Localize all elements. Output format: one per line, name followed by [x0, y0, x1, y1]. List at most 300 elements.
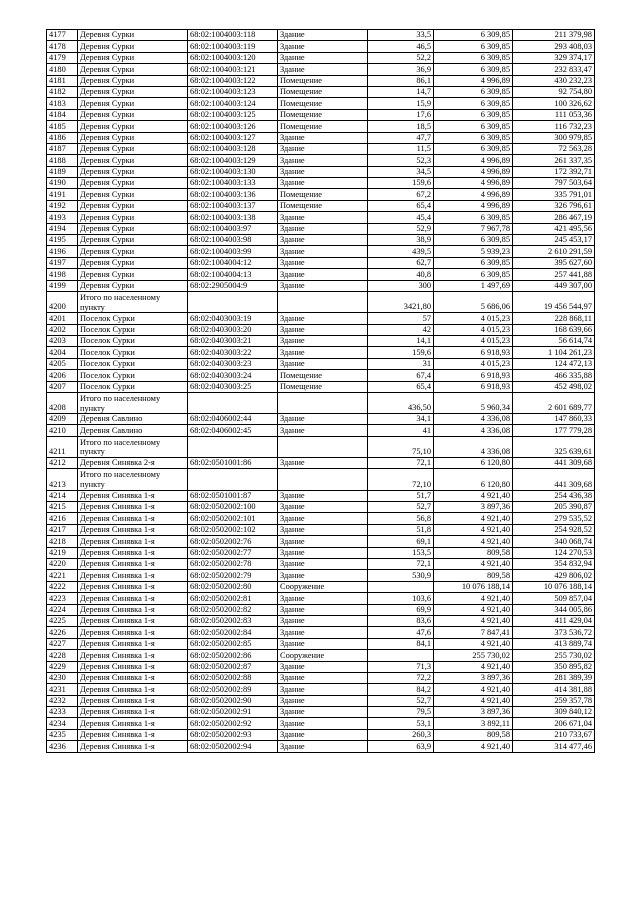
row-number-cell: 4188	[47, 155, 78, 166]
area-cell: 530,9	[368, 570, 434, 581]
area-cell: 69,9	[368, 604, 434, 615]
settlement-cell: Деревня Сурки	[78, 235, 188, 246]
cadastral-number-cell: 68:02:1004003:97	[188, 223, 278, 234]
cadastral-number-cell: 68:02:1004004:13	[188, 269, 278, 280]
cadastral-value-cell: 340 068,74	[513, 536, 595, 547]
row-number-cell: 4199	[47, 280, 78, 291]
area-cell: 42	[368, 324, 434, 335]
object-type-cell: Здание	[278, 324, 368, 335]
table-row	[47, 358, 595, 369]
cadastral-value-cell: 354 832,94	[513, 558, 595, 569]
table-row	[47, 392, 595, 413]
table-row	[47, 200, 595, 211]
object-type-cell: Помещение	[278, 86, 368, 97]
area-cell: 11,5	[368, 143, 434, 154]
cadastral-value-cell: 56 614,74	[513, 335, 595, 346]
cadastral-value-cell: 72 563,28	[513, 143, 595, 154]
settlement-cell: Деревня Сурки	[78, 257, 188, 268]
unit-value-cell: 4 921,40	[434, 536, 513, 547]
settlement-cell: Деревня Синявка 1-я	[78, 638, 188, 649]
settlement-cell: Деревня Сурки	[78, 98, 188, 109]
area-cell: 34,5	[368, 166, 434, 177]
object-type-cell: Здание	[278, 30, 368, 41]
settlement-cell: Итого по населенному пункту	[78, 392, 188, 413]
object-type-cell: Здание	[278, 269, 368, 280]
cadastral-number-cell: 68:02:0501001:87	[188, 490, 278, 501]
area-cell: 84,1	[368, 638, 434, 649]
row-number-cell: 4207	[47, 381, 78, 392]
object-type-cell	[278, 392, 368, 413]
settlement-cell: Поселок Сурки	[78, 370, 188, 381]
cadastral-number-cell: 68:02:1004003:98	[188, 235, 278, 246]
unit-value-cell: 5 686,06	[434, 291, 513, 312]
table-row	[47, 502, 595, 513]
settlement-cell: Деревня Синявка 1-я	[78, 661, 188, 672]
cadastral-value-cell: 232 833,47	[513, 64, 595, 75]
cadastral-value-cell: 411 429,04	[513, 615, 595, 626]
row-number-cell: 4234	[47, 718, 78, 729]
table-row	[47, 547, 595, 558]
settlement-cell: Деревня Синявка 1-я	[78, 729, 188, 740]
unit-value-cell: 6 309,85	[434, 269, 513, 280]
row-number-cell: 4212	[47, 458, 78, 469]
settlement-cell: Деревня Сурки	[78, 41, 188, 52]
object-type-cell: Здание	[278, 458, 368, 469]
unit-value-cell: 4 921,40	[434, 490, 513, 501]
area-cell: 67,4	[368, 370, 434, 381]
row-number-cell: 4216	[47, 513, 78, 524]
unit-value-cell: 6 309,85	[434, 212, 513, 223]
unit-value-cell: 6 918,93	[434, 347, 513, 358]
settlement-cell: Деревня Сурки	[78, 166, 188, 177]
object-type-cell: Здание	[278, 513, 368, 524]
area-cell: 47,6	[368, 627, 434, 638]
settlement-cell: Поселок Сурки	[78, 381, 188, 392]
object-type-cell: Помещение	[278, 370, 368, 381]
table-row	[47, 695, 595, 706]
table-row	[47, 166, 595, 177]
object-type-cell: Помещение	[278, 200, 368, 211]
cadastral-value-cell: 414 381,88	[513, 684, 595, 695]
cadastral-number-cell: 68:02:0502002:90	[188, 695, 278, 706]
settlement-cell: Деревня Сурки	[78, 178, 188, 189]
area-cell: 300	[368, 280, 434, 291]
object-type-cell: Здание	[278, 166, 368, 177]
row-number-cell: 4210	[47, 425, 78, 436]
row-number-cell: 4232	[47, 695, 78, 706]
settlement-cell: Деревня Сурки	[78, 212, 188, 223]
area-cell: 38,9	[368, 235, 434, 246]
unit-value-cell: 4 015,23	[434, 324, 513, 335]
area-cell: 46,5	[368, 41, 434, 52]
table-row	[47, 381, 595, 392]
object-type-cell: Здание	[278, 64, 368, 75]
cadastral-number-cell: 68:02:1004003:123	[188, 86, 278, 97]
area-cell: 33,5	[368, 30, 434, 41]
settlement-cell: Поселок Сурки	[78, 335, 188, 346]
object-type-cell: Здание	[278, 178, 368, 189]
table-row	[47, 280, 595, 291]
cadastral-value-table	[46, 29, 595, 753]
settlement-cell: Деревня Сурки	[78, 269, 188, 280]
object-type-cell: Здание	[278, 143, 368, 154]
cadastral-value-cell: 335 791,01	[513, 189, 595, 200]
object-type-cell: Здание	[278, 524, 368, 535]
cadastral-value-cell: 245 453,17	[513, 235, 595, 246]
table-row	[47, 313, 595, 324]
table-row	[47, 41, 595, 52]
table-row	[47, 246, 595, 257]
area-cell: 153,5	[368, 547, 434, 558]
table-row	[47, 436, 595, 457]
unit-value-cell: 4 921,40	[434, 593, 513, 604]
row-number-cell: 4209	[47, 414, 78, 425]
cadastral-number-cell	[188, 436, 278, 457]
unit-value-cell: 6 309,85	[434, 86, 513, 97]
area-cell: 84,2	[368, 684, 434, 695]
table-row	[47, 269, 595, 280]
cadastral-value-cell: 452 498,02	[513, 381, 595, 392]
table-row	[47, 291, 595, 312]
row-number-cell: 4193	[47, 212, 78, 223]
cadastral-value-cell: 300 979,85	[513, 132, 595, 143]
unit-value-cell: 4 996,89	[434, 155, 513, 166]
cadastral-number-cell: 68:02:0406002:45	[188, 425, 278, 436]
cadastral-number-cell: 68:02:1004003:130	[188, 166, 278, 177]
row-number-cell: 4211	[47, 436, 78, 457]
cadastral-number-cell: 68:02:0502002:91	[188, 707, 278, 718]
table-row	[47, 75, 595, 86]
row-number-cell: 4226	[47, 627, 78, 638]
row-number-cell: 4236	[47, 741, 78, 752]
object-type-cell: Здание	[278, 347, 368, 358]
unit-value-cell: 255 730,02	[434, 650, 513, 661]
row-number-cell: 4230	[47, 672, 78, 683]
cadastral-value-cell: 466 335,88	[513, 370, 595, 381]
row-number-cell: 4186	[47, 132, 78, 143]
cadastral-number-cell: 68:02:1004003:127	[188, 132, 278, 143]
cadastral-number-cell: 68:02:1004003:133	[188, 178, 278, 189]
table-row	[47, 121, 595, 132]
row-number-cell: 4227	[47, 638, 78, 649]
object-type-cell: Здание	[278, 235, 368, 246]
unit-value-cell: 4 015,23	[434, 313, 513, 324]
row-number-cell: 4177	[47, 30, 78, 41]
unit-value-cell: 4 996,89	[434, 166, 513, 177]
settlement-cell: Деревня Синявка 1-я	[78, 524, 188, 535]
cadastral-number-cell: 68:02:1004003:120	[188, 52, 278, 63]
object-type-cell: Здание	[278, 729, 368, 740]
row-number-cell: 4181	[47, 75, 78, 86]
unit-value-cell: 6 309,85	[434, 30, 513, 41]
settlement-cell: Деревня Сурки	[78, 280, 188, 291]
cadastral-value-cell: 100 326,62	[513, 98, 595, 109]
cadastral-number-cell: 68:02:0502002:88	[188, 672, 278, 683]
area-cell: 159,6	[368, 178, 434, 189]
settlement-cell: Деревня Синявка 1-я	[78, 615, 188, 626]
table-row	[47, 672, 595, 683]
unit-value-cell: 4 996,89	[434, 178, 513, 189]
object-type-cell: Здание	[278, 414, 368, 425]
table-row	[47, 729, 595, 740]
object-type-cell: Здание	[278, 358, 368, 369]
cadastral-number-cell: 68:02:0502002:79	[188, 570, 278, 581]
cadastral-value-cell: 309 840,12	[513, 707, 595, 718]
cadastral-value-cell: 172 392,71	[513, 166, 595, 177]
object-type-cell: Здание	[278, 280, 368, 291]
table-row	[47, 98, 595, 109]
cadastral-number-cell: 68:02:0403003:21	[188, 335, 278, 346]
row-number-cell: 4192	[47, 200, 78, 211]
cadastral-value-cell: 421 495,56	[513, 223, 595, 234]
table-row	[47, 155, 595, 166]
row-number-cell: 4182	[47, 86, 78, 97]
row-number-cell: 4201	[47, 313, 78, 324]
area-cell: 52,2	[368, 52, 434, 63]
unit-value-cell: 4 015,23	[434, 358, 513, 369]
settlement-cell: Деревня Синявка 1-я	[78, 718, 188, 729]
cadastral-number-cell: 68:02:1004003:128	[188, 143, 278, 154]
settlement-cell: Деревня Сурки	[78, 109, 188, 120]
cadastral-number-cell: 68:02:1004003:129	[188, 155, 278, 166]
cadastral-number-cell: 68:02:0403003:24	[188, 370, 278, 381]
row-number-cell: 4229	[47, 661, 78, 672]
row-number-cell: 4191	[47, 189, 78, 200]
cadastral-number-cell	[188, 469, 278, 490]
area-cell: 53,1	[368, 718, 434, 729]
cadastral-value-cell: 344 005,86	[513, 604, 595, 615]
row-number-cell: 4195	[47, 235, 78, 246]
area-cell: 86,1	[368, 75, 434, 86]
cadastral-number-cell: 68:02:0403003:22	[188, 347, 278, 358]
unit-value-cell: 7 847,41	[434, 627, 513, 638]
settlement-cell: Деревня Сурки	[78, 246, 188, 257]
cadastral-value-cell: 325 639,61	[513, 436, 595, 457]
area-cell: 75,10	[368, 436, 434, 457]
cadastral-value-cell: 441 309,68	[513, 469, 595, 490]
area-cell: 79,5	[368, 707, 434, 718]
cadastral-value-cell: 2 601 689,77	[513, 392, 595, 413]
unit-value-cell: 4 996,89	[434, 200, 513, 211]
cadastral-value-cell: 429 806,02	[513, 570, 595, 581]
cadastral-number-cell: 68:02:0502002:86	[188, 650, 278, 661]
area-cell: 52,7	[368, 502, 434, 513]
object-type-cell: Помещение	[278, 121, 368, 132]
area-cell: 3421,80	[368, 291, 434, 312]
object-type-cell	[278, 469, 368, 490]
cadastral-number-cell: 68:02:1004003:124	[188, 98, 278, 109]
settlement-cell: Деревня Сурки	[78, 64, 188, 75]
unit-value-cell: 3 897,36	[434, 502, 513, 513]
object-type-cell: Помещение	[278, 98, 368, 109]
row-number-cell: 4190	[47, 178, 78, 189]
object-type-cell: Здание	[278, 41, 368, 52]
cadastral-value-cell: 10 076 188,14	[513, 581, 595, 592]
area-cell: 34,1	[368, 414, 434, 425]
cadastral-value-cell: 19 456 544,97	[513, 291, 595, 312]
row-number-cell: 4220	[47, 558, 78, 569]
cadastral-value-cell: 124 270,53	[513, 547, 595, 558]
area-cell: 71,3	[368, 661, 434, 672]
cadastral-number-cell: 68:02:1004004:12	[188, 257, 278, 268]
area-cell: 62,7	[368, 257, 434, 268]
cadastral-number-cell: 68:02:1004003:125	[188, 109, 278, 120]
table-row	[47, 425, 595, 436]
table-row	[47, 684, 595, 695]
object-type-cell: Сооружение	[278, 650, 368, 661]
cadastral-value-cell: 111 053,36	[513, 109, 595, 120]
row-number-cell: 4178	[47, 41, 78, 52]
table-row	[47, 414, 595, 425]
area-cell: 83,6	[368, 615, 434, 626]
row-number-cell: 4183	[47, 98, 78, 109]
cadastral-value-cell: 1 104 261,23	[513, 347, 595, 358]
cadastral-value-cell: 326 796,61	[513, 200, 595, 211]
unit-value-cell: 809,58	[434, 729, 513, 740]
row-number-cell: 4196	[47, 246, 78, 257]
unit-value-cell: 809,58	[434, 570, 513, 581]
settlement-cell: Деревня Сурки	[78, 86, 188, 97]
area-cell: 103,6	[368, 593, 434, 604]
settlement-cell: Деревня Сурки	[78, 200, 188, 211]
unit-value-cell: 4 921,40	[434, 661, 513, 672]
cadastral-value-cell: 92 754,80	[513, 86, 595, 97]
settlement-cell: Деревня Сурки	[78, 155, 188, 166]
unit-value-cell: 6 120,80	[434, 469, 513, 490]
cadastral-value-cell: 329 374,17	[513, 52, 595, 63]
unit-value-cell: 5 939,23	[434, 246, 513, 257]
object-type-cell: Здание	[278, 593, 368, 604]
unit-value-cell: 4 336,08	[434, 425, 513, 436]
cadastral-number-cell: 68:02:0502002:87	[188, 661, 278, 672]
cadastral-number-cell: 68:02:0502002:83	[188, 615, 278, 626]
cadastral-value-cell: 286 467,19	[513, 212, 595, 223]
area-cell: 72,1	[368, 558, 434, 569]
area-cell: 159,6	[368, 347, 434, 358]
settlement-cell: Итого по населенному пункту	[78, 436, 188, 457]
cadastral-number-cell: 68:02:0502002:84	[188, 627, 278, 638]
settlement-cell: Деревня Синявка 1-я	[78, 627, 188, 638]
area-cell: 52,7	[368, 695, 434, 706]
object-type-cell: Здание	[278, 335, 368, 346]
unit-value-cell: 4 996,89	[434, 75, 513, 86]
cadastral-number-cell: 68:02:0403003:20	[188, 324, 278, 335]
object-type-cell: Здание	[278, 212, 368, 223]
cadastral-value-cell: 430 232,23	[513, 75, 595, 86]
row-number-cell: 4202	[47, 324, 78, 335]
settlement-cell: Деревня Синявка 1-я	[78, 558, 188, 569]
area-cell: 63,9	[368, 741, 434, 752]
cadastral-value-cell: 449 307,00	[513, 280, 595, 291]
table-row	[47, 604, 595, 615]
cadastral-value-cell: 293 408,03	[513, 41, 595, 52]
table-row	[47, 638, 595, 649]
row-number-cell: 4179	[47, 52, 78, 63]
cadastral-number-cell: 68:02:1004003:136	[188, 189, 278, 200]
table-row	[47, 524, 595, 535]
unit-value-cell: 3 892,11	[434, 718, 513, 729]
object-type-cell: Здание	[278, 684, 368, 695]
area-cell: 69,1	[368, 536, 434, 547]
table-row	[47, 536, 595, 547]
unit-value-cell: 5 960,34	[434, 392, 513, 413]
cadastral-number-cell: 68:02:1004003:121	[188, 64, 278, 75]
cadastral-value-cell: 255 730,02	[513, 650, 595, 661]
settlement-cell: Деревня Синявка 1-я	[78, 741, 188, 752]
object-type-cell: Здание	[278, 223, 368, 234]
row-number-cell: 4233	[47, 707, 78, 718]
table-row	[47, 615, 595, 626]
object-type-cell: Здание	[278, 707, 368, 718]
cadastral-value-cell: 124 472,13	[513, 358, 595, 369]
table-row	[47, 86, 595, 97]
settlement-cell: Деревня Синявка 1-я	[78, 581, 188, 592]
object-type-cell: Здание	[278, 155, 368, 166]
settlement-cell: Деревня Синявка 1-я	[78, 593, 188, 604]
row-number-cell: 4219	[47, 547, 78, 558]
settlement-cell: Итого по населенному пункту	[78, 291, 188, 312]
table-row	[47, 64, 595, 75]
unit-value-cell: 6 309,85	[434, 121, 513, 132]
object-type-cell: Здание	[278, 695, 368, 706]
cadastral-number-cell: 68:02:0502002:102	[188, 524, 278, 535]
settlement-cell: Деревня Сурки	[78, 52, 188, 63]
cadastral-number-cell: 68:02:1004003:138	[188, 212, 278, 223]
unit-value-cell: 4 336,08	[434, 414, 513, 425]
settlement-cell: Деревня Синявка 1-я	[78, 536, 188, 547]
unit-value-cell: 6 309,85	[434, 235, 513, 246]
settlement-cell: Деревня Синявка 1-я	[78, 604, 188, 615]
table-row	[47, 235, 595, 246]
table-row	[47, 324, 595, 335]
row-number-cell: 4187	[47, 143, 78, 154]
row-number-cell: 4218	[47, 536, 78, 547]
object-type-cell	[278, 436, 368, 457]
cadastral-number-cell: 68:02:0403003:25	[188, 381, 278, 392]
unit-value-cell: 4 921,40	[434, 524, 513, 535]
table-row	[47, 741, 595, 752]
object-type-cell: Здание	[278, 615, 368, 626]
row-number-cell: 4225	[47, 615, 78, 626]
table-row	[47, 143, 595, 154]
table-row	[47, 30, 595, 41]
row-number-cell: 4217	[47, 524, 78, 535]
unit-value-cell: 10 076 188,14	[434, 581, 513, 592]
unit-value-cell: 6 309,85	[434, 257, 513, 268]
settlement-cell: Деревня Сурки	[78, 30, 188, 41]
row-number-cell: 4222	[47, 581, 78, 592]
settlement-cell: Поселок Сурки	[78, 324, 188, 335]
cadastral-number-cell	[188, 392, 278, 413]
cadastral-value-cell: 177 779,28	[513, 425, 595, 436]
settlement-cell: Деревня Синявка 1-я	[78, 513, 188, 524]
row-number-cell: 4214	[47, 490, 78, 501]
area-cell: 14,1	[368, 335, 434, 346]
row-number-cell: 4194	[47, 223, 78, 234]
unit-value-cell: 7 967,78	[434, 223, 513, 234]
settlement-cell: Деревня Синявка 1-я	[78, 502, 188, 513]
cadastral-value-cell: 413 889,74	[513, 638, 595, 649]
unit-value-cell: 6 309,85	[434, 132, 513, 143]
object-type-cell	[278, 291, 368, 312]
cadastral-number-cell: 68:02:1004003:126	[188, 121, 278, 132]
settlement-cell: Деревня Сурки	[78, 132, 188, 143]
cadastral-number-cell: 68:02:0502002:77	[188, 547, 278, 558]
area-cell: 18,5	[368, 121, 434, 132]
area-cell: 45,4	[368, 212, 434, 223]
unit-value-cell: 4 921,40	[434, 513, 513, 524]
settlement-cell: Деревня Синявка 1-я	[78, 707, 188, 718]
